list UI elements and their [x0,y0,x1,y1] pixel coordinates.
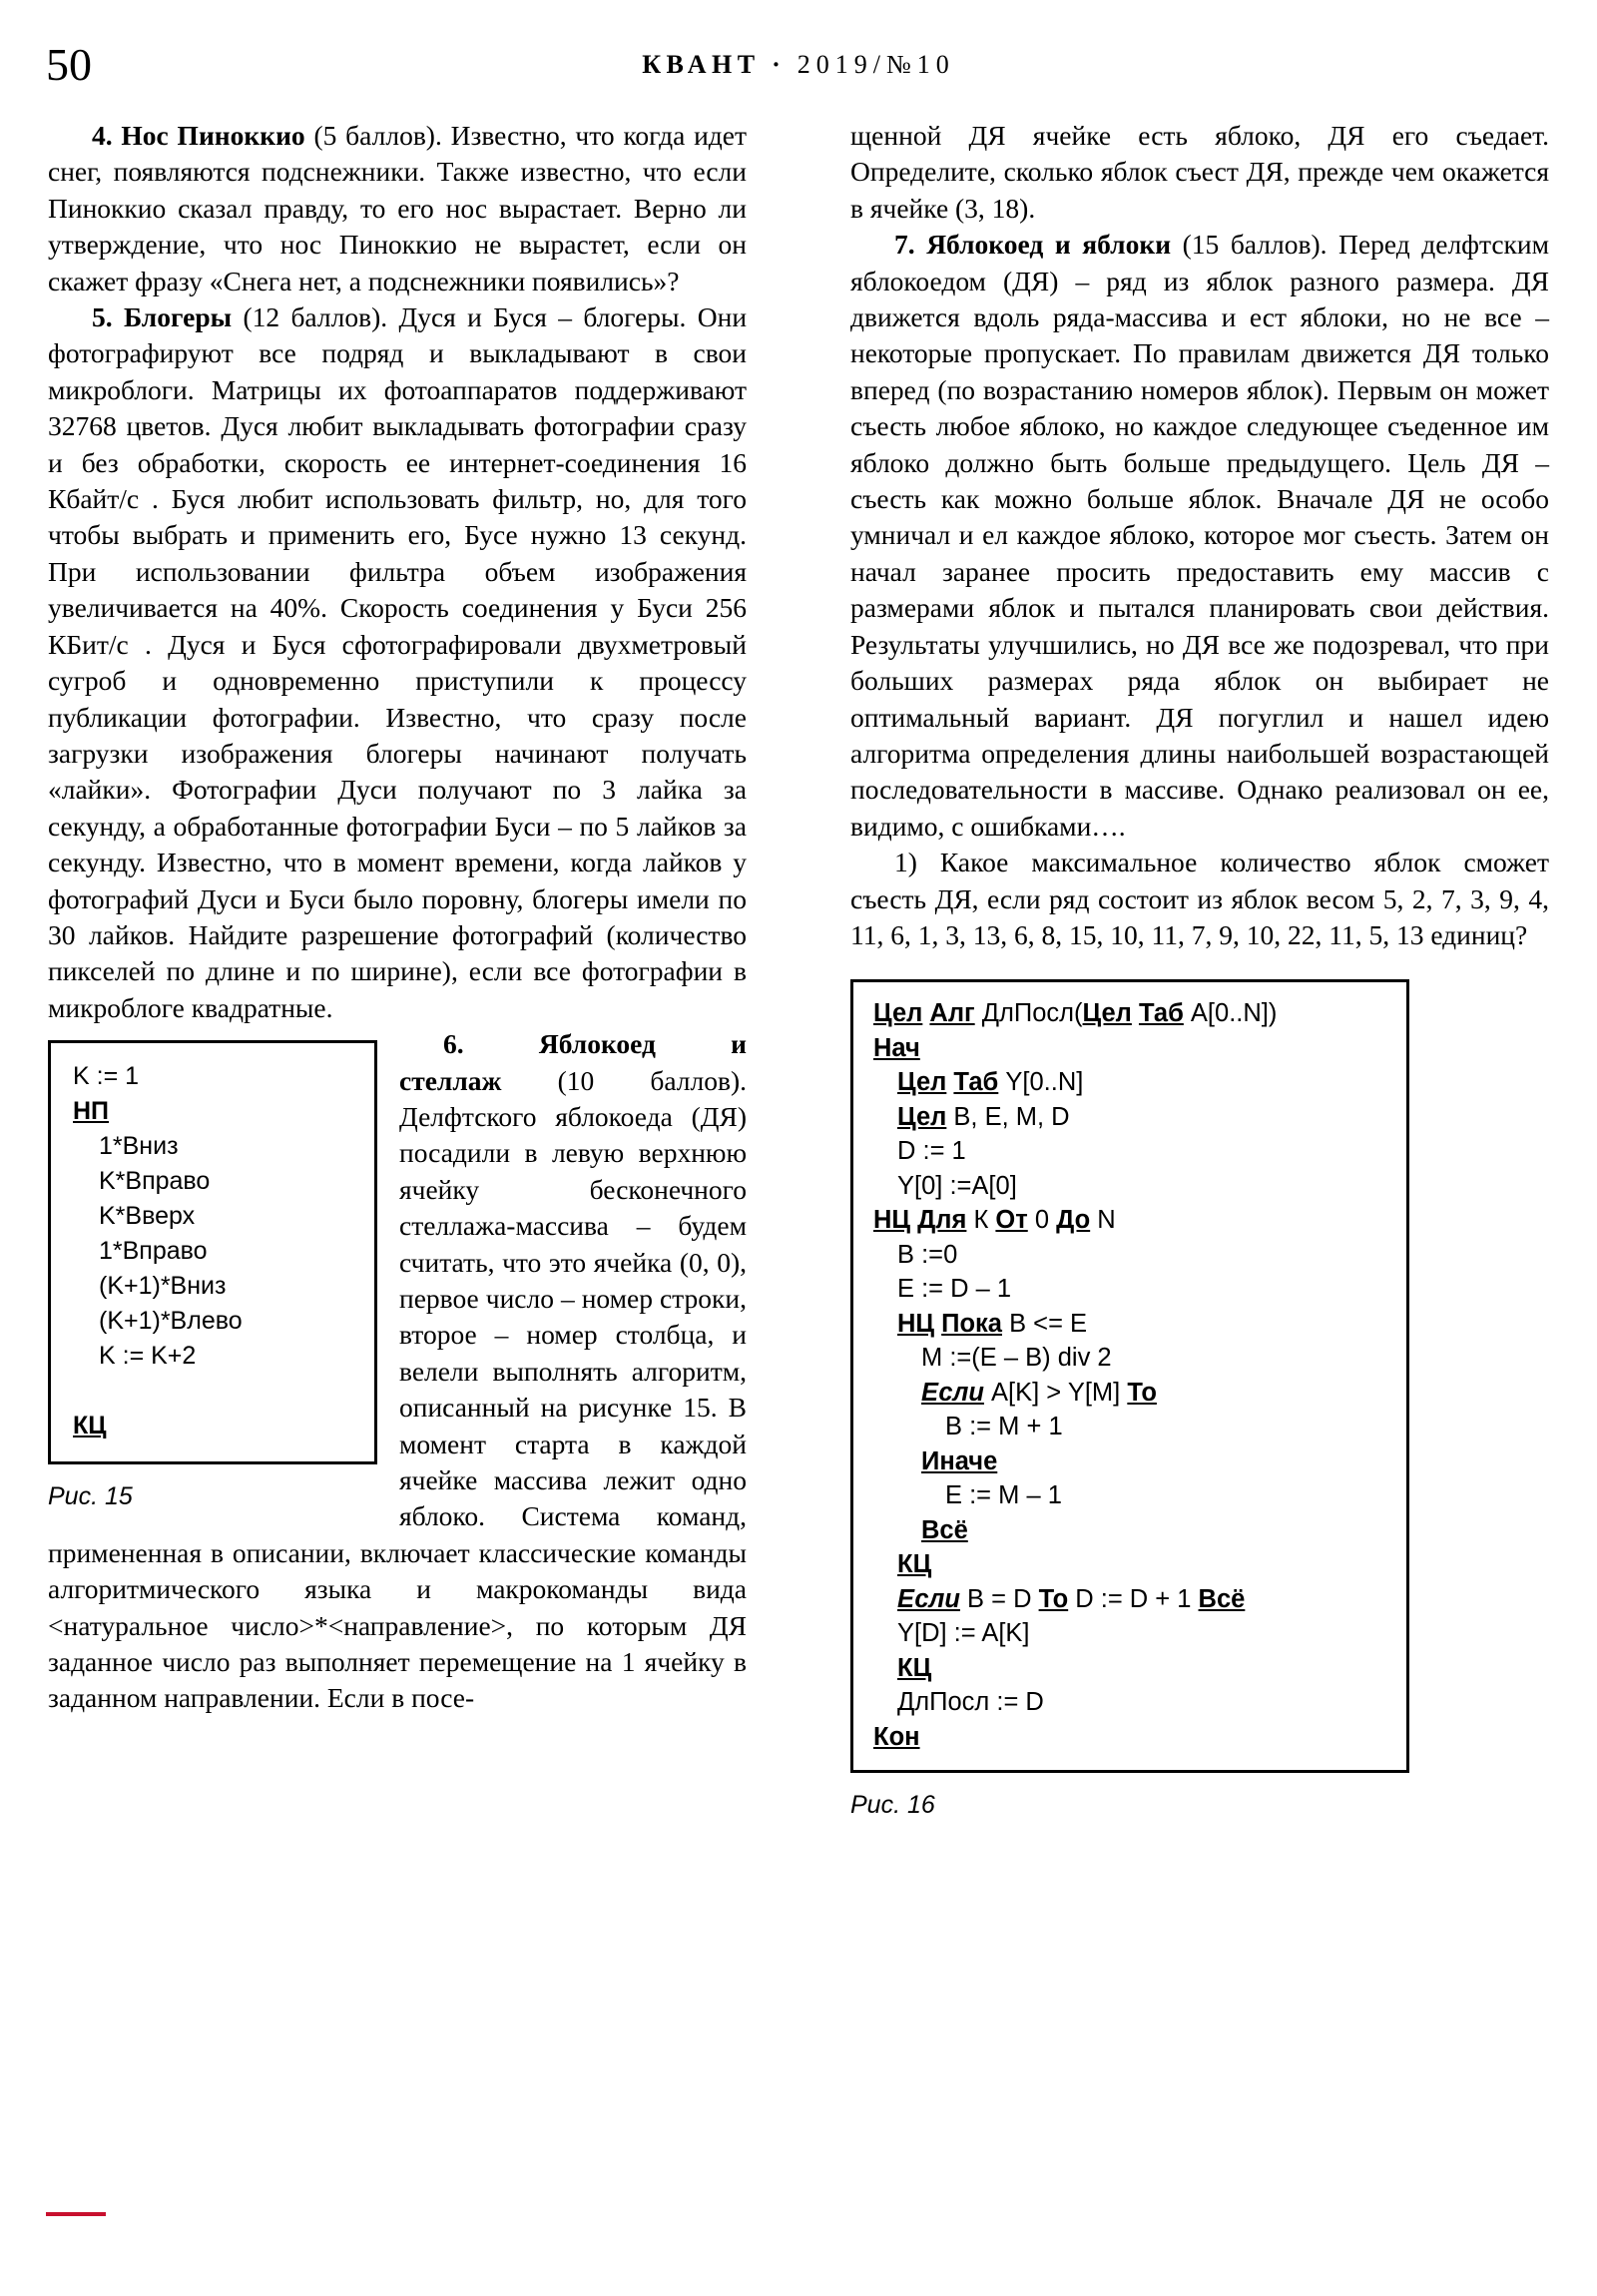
problem-7-question-1: 1) Какое максимальное количество яблок сможет съесть ДЯ, если ряд состоит из яблок весом 5, 2, 7, 3, 9, 4, 11, 6, 1, 3, 13, 6, 8, 15, 10, 11, 7, 9, 10, 22, 11, 5, 13 единиц? [850,847,1549,950]
figure-15-line: 1*Вниз [99,1132,179,1161]
bottom-accent-rule [46,2212,106,2216]
figure-16-line [873,1031,1392,1066]
figure-16-keyword: Цел [1082,999,1132,1028]
problem-7-points: (15 баллов). [1182,229,1328,261]
figure-15-line: (K+1)*Влево [99,1307,243,1336]
figure-16-line [873,1478,1392,1513]
figure-16-line [873,1444,1392,1479]
figure-15-line: 1*Вправо [99,1237,208,1266]
figure-15-line [73,1374,360,1409]
figure-16-code-text: N [1090,1206,1116,1235]
figure-16-keyword: Кон [873,1722,920,1751]
figure-16-keyword: Всё [921,1515,968,1544]
problem-7 [850,227,1549,845]
figure-16-code-text: M :=(E – B) div 2 [921,1344,1112,1373]
left-column [48,118,747,1717]
figure-15-line: (K+1)*Вниз [99,1272,227,1301]
problem-4-title: Нос Пиноккио [121,120,305,151]
problem-6-body: Делфтского яблокоеда (ДЯ) посадили в левую верхнюю ячейку бесконечного стеллажа-массива – будем считать, что это ячейка (0, 0), первое число – номер строки, второе – номер столбца, и велели выполнять алгоритм, описанный на рисунке 15. В момент старта в каждой ячейке массива лежит одно яблоко. Система команд, примененная в описании, включает классические команды алгоритмического языка и макрокоманды вида <натуральное число>*<направление>, по которым ДЯ заданное число раз выполняет перемещение на 1 ячейку в заданном направлении. Если в посе- [48,1100,747,1714]
figure-16-keyword: Цел [897,1068,947,1097]
problem-5-body: Дуся и Буся – блогеры. Они фотографируют все подряд и выкладывают в свои микроблоги. Матрицы их фотоаппаратов поддерживают 32768 цветов. Дуся любит выкладывать фотографии сразу и без обработки, скорость ее интернет-соединения 16 Кбайт/с . Буся любит использовать фильтр, но, для того чтобы выбрать и применить его, Бусе нужно 13 секунд. При использовании фильтра объем изображения увеличивается на 40%. Скорость соединения у Буси 256 КБит/с . Дуся и Буся сфотографировали двухметровый сугроб и одновременно приступили к процессу публикации фотографии. Известно, что сразу после загрузки изображения блогеры начинают получать «лайки». Фотографии Дуси получают по 3 лайка за секунду, а обработанные фотографии Буси – по 5 лайков за секунду. Известно, что в момент времени, когда лайков у фотографий Дуси и Буси было поровну, блогеры имели по 30 лайков. Найдите разрешение фотографий (количество пикселей по длине и по ширине), если все фотографии в микроблоге квадратные. [48,301,748,1023]
figure-16-code-text: Y[0..N] [998,1068,1084,1097]
figure-16-line [873,1513,1392,1548]
figure-15-keyword: КЦ [73,1412,107,1440]
figure-16-keyword: КЦ [897,1653,932,1682]
figure-16-line [873,1134,1392,1169]
problem-4-number: 4. [92,120,113,151]
problem-6-points: (10 баллов). [557,1064,747,1096]
figure-16-line [873,1410,1392,1444]
figure-16-line [873,1685,1392,1720]
problem-6-title: Яблокоед и стеллаж [399,1028,747,1096]
figure-16-line [873,1547,1392,1582]
problem-6-number: 6. [443,1028,464,1060]
figure-16-keyword: Таб [1138,999,1184,1028]
figure-16-keyword: От [995,1206,1028,1235]
figure-16-keyword: Если [921,1378,984,1407]
figure-16-keyword: Таб [953,1068,999,1097]
problem-4-points: (5 баллов). [313,120,442,151]
figure-15 [48,1040,377,1514]
figure-16-line [873,1307,1392,1342]
figure-16-keyword: То [1038,1584,1069,1613]
figure-15-line: K := 1 [73,1062,140,1091]
figure-16-code-text: D := 1 [897,1137,966,1166]
problem-6-continuation: щенной ДЯ ячейке есть яблоко, ДЯ его съедает. Определите, сколько яблок съест ДЯ, прежде чем окажется в ячейке (3, 18). [850,120,1549,224]
figure-16-keyword: КЦ [897,1550,932,1579]
figure-15-keyword: НП [73,1097,110,1126]
figure-15-line: K*Вверх [99,1202,196,1231]
figure-16-code-text: D := D + 1 [1068,1584,1199,1613]
figure-16-line [873,1341,1392,1376]
figure-16-code-text: Y[0] :=A[0] [897,1171,1017,1200]
figure-16-keyword: НЦ [897,1309,935,1338]
figure-16-code-text: 0 [1027,1206,1057,1235]
figure-16-code-text: B, E, M, D [946,1102,1070,1131]
figure-16-line [873,1169,1392,1204]
page-header [0,28,1597,88]
figure-16-keyword: Если [897,1584,960,1613]
figure-15-line [73,1409,360,1443]
figure-16-keyword: НЦ [873,1206,911,1235]
figure-16-code-text: A[K] > Y[M] [983,1378,1128,1407]
figure-16-code-text: E := M – 1 [945,1481,1062,1510]
figure-16-code-text: B <= E [1002,1309,1088,1338]
problem-4 [48,118,747,299]
problem-5-title: Блогеры [123,301,233,333]
page-number: 50 [46,39,92,90]
figure-16-keyword: Пока [941,1309,1002,1338]
header-separator: · [772,50,787,79]
problem-7-number: 7. [894,229,915,261]
figure-16-code-text: ДлПосл := D [897,1688,1044,1717]
figure-16-line [873,1203,1392,1238]
problem-5 [48,299,747,1026]
figure-16-line [873,1616,1392,1651]
figure-16-line [873,996,1392,1031]
problem-5-points: (12 баллов). [243,301,388,333]
figure-16-keyword: Всё [1198,1584,1246,1613]
figure-16-code-text: B := M + 1 [945,1413,1063,1441]
figure-16-line [873,1272,1392,1307]
figure-16-line [873,1238,1392,1273]
figure-16-keyword: Нач [873,1033,920,1062]
figure-16-code-lines [873,996,1392,1754]
figure-15-code-lines [73,1059,360,1443]
figure-16-keyword: Иначе [921,1446,998,1475]
problem-4-body: Известно, что когда идет снег, появляются подснежники. Также известно, что если Пиноккио сказал правду, то его нос вырастает. Верно ли утверждение, что нос Пиноккио не вырастет, если он скажет фразу «Снега нет, а подснежники появились»? [48,120,748,296]
figure-16-line [873,1720,1392,1755]
figure-16-code-text: Y[D] := A[K] [897,1619,1030,1648]
figure-15-line: K*Вправо [99,1167,211,1196]
figure-16-keyword: То [1127,1378,1157,1407]
problem-7-title: Яблокоед и яблоки [926,229,1172,261]
figure-16-line [873,1100,1392,1135]
figure-16-caption: Рис. 16 [850,1791,935,1820]
problem-7-body: Перед делфтским яблокоедом (ДЯ) – ряд из яблок разного размера. ДЯ движется вдоль ряда-массива и ест яблоки, но не все – некоторые пропускает. По правилам движется ДЯ только вперед (по возрастанию номеров яблок). Первым он может съесть любое яблоко, но каждое следующее съеденное им яблоко должно быть больше предыдущего. Цель ДЯ – съесть как можно больше яблок. Вначале ДЯ не особо умничал и ел каждое яблоко, которое мог съесть. Затем он начал заранее просить предоставить ему массив с размерами яблок и пытался планировать свои действия. Результаты улучшились, но ДЯ все же подозревал, что при больших размерах ряда яблок он выбирает не оптимальный вариант. ДЯ погуглил и нашел идею алгоритма определения длины наибольшей возрастающей последовательности в массиве. Однако реализовал он ее, видимо, с ошибками…. [850,229,1550,842]
figure-16 [850,979,1409,1823]
figure-16-code-text [1132,999,1139,1027]
problem-5-number: 5. [92,301,113,333]
figure-16-code-text: B = D [959,1584,1039,1613]
issue-label: 2019/№10 [797,50,955,79]
figure-16-keyword: Цел [873,999,923,1028]
magazine-title: КВАНТ [642,50,761,79]
figure-16-keyword: Цел [897,1102,947,1131]
figure-16-line [873,1582,1392,1617]
figure-16-line [873,1065,1392,1100]
right-column [850,118,1549,1824]
figure-15-line: K := K+2 [99,1342,197,1371]
figure-16-code-text: E := D – 1 [897,1275,1012,1304]
figure-15-codebox [48,1040,377,1464]
figure-16-line [873,1376,1392,1411]
figure-16-code-text: B :=0 [897,1240,958,1269]
figure-16-code-text: A[0..N]) [1183,999,1278,1028]
figure-16-keyword: Алг [929,999,975,1028]
figure-15-line [73,1094,360,1129]
figure-16-keyword: До [1056,1206,1091,1235]
figure-16-code-text: ДлПосл( [974,999,1083,1028]
problem-6 [48,1026,747,1717]
figure-16-keyword: Для [917,1206,967,1235]
running-head [0,50,1597,80]
figure-15-caption: Рис. 15 [48,1482,133,1511]
figure-16-codebox [850,979,1409,1773]
figure-16-code-text: К [966,1206,996,1235]
figure-16-line [873,1651,1392,1686]
